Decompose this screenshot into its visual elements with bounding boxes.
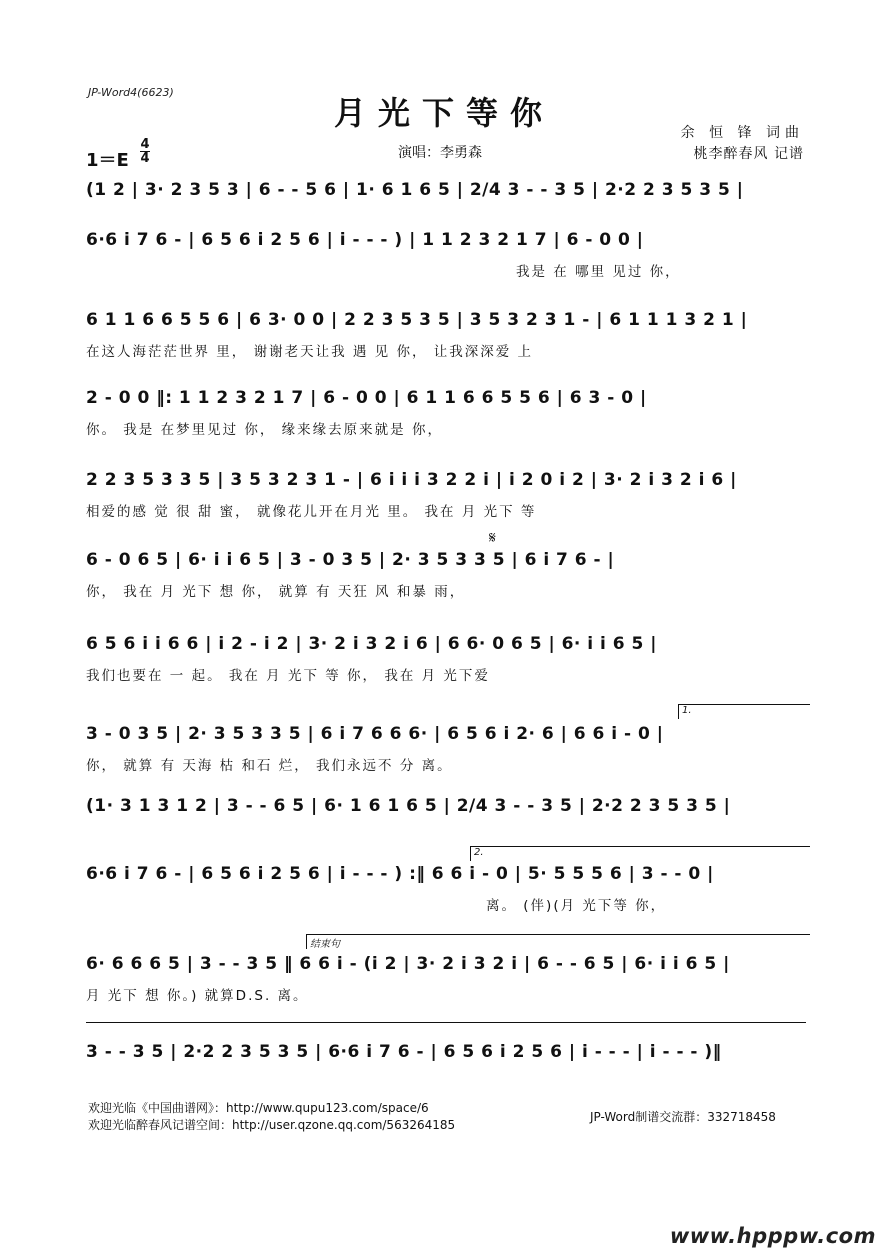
notation-line: 6 - 0 6 5 | 6· i i 6 5 | 3 - 0 3 5 | 2· 3 5 3 3 5 | 6 i 7 6 - |	[86, 550, 615, 570]
notation-line: 6 1 1 6 6 5 5 6 | 6 3· 0 0 | 2 2 3 5 3 5 | 3 5 3 2 3 1 - | 6 1 1 1 3 2 1 |	[86, 310, 748, 330]
volta-second-ending: 2.	[470, 846, 810, 861]
lyric-line: 你， 就算 有 天海 枯 和石 烂， 我们永远不 分 离。	[86, 758, 453, 774]
software-label: JP-Word4(6623)	[88, 86, 174, 99]
lyric-line: 月 光下 想 你。) 就算D.S. 离。	[86, 988, 309, 1004]
footer-link-2: 欢迎光临醉春风记谱空间：http://user.qzone.qq.com/563264185	[88, 1118, 456, 1132]
lyric-line: 相爱的感 觉 很 甜 蜜， 就像花儿开在月光 里。 我在 月 光下 等	[86, 504, 537, 520]
system-rule	[86, 1022, 806, 1023]
footer-link-1: 欢迎光临《中国曲谱网》：http://www.qupu123.com/space/6	[88, 1101, 429, 1115]
time-signature-bottom: 4	[140, 151, 150, 166]
song-title: 月光下等你	[333, 94, 554, 132]
lyric-line: 我们也要在 一 起。 我在 月 光下 等 你， 我在 月 光下爱	[86, 668, 490, 684]
notation-line: 3 - 0 3 5 | 2· 3 5 3 3 5 | 6 i 7 6 6 6· | 6 5 6 i 2· 6 | 6 6 i - 0 |	[86, 724, 664, 744]
singer-credit: 演唱：李勇森	[398, 145, 482, 161]
notation-line: 6· 6 6 6 5 | 3 - - 3 5 ‖ 6 6 i - (i 2 | 3· 2 i 3 2 i | 6 - - 6 5 | 6· i i 6 5 |	[86, 954, 730, 974]
lyric-line: 你， 我在 月 光下 想 你， 就算 有 天狂 风 和暴 雨，	[86, 584, 466, 600]
composer-credit: 余 恒 锋 词曲	[680, 125, 804, 141]
notation-line: (1· 3 1 3 1 2 | 3 - - 6 5 | 6· 1 6 1 6 5 | 2/4 3 - - 3 5 | 2·2 2 3 5 3 5 |	[86, 796, 731, 816]
lyric-line: 我是 在 哪里 见过 你，	[516, 264, 681, 280]
volta-first-ending: 1.	[678, 704, 810, 719]
transcriber-credit: 桃李醉春风 记谱	[693, 146, 804, 162]
notation-line: 6 5 6 i i 6 6 | i 2 - i 2 | 3· 2 i 3 2 i 6 | 6 6· 0 6 5 | 6· i i 6 5 |	[86, 634, 657, 654]
coda-bracket: 结束句	[306, 934, 810, 949]
footer-links	[88, 1100, 455, 1134]
notation-line: 2 2 3 5 3 3 5 | 3 5 3 2 3 1 - | 6 i i i 3 2 2 i | i 2 0 i 2 | 3· 2 i 3 2 i 6 |	[86, 470, 737, 490]
lyric-line: 在这人海茫茫世界 里， 谢谢老天让我 遇 见 你， 让我深深爱 上	[86, 344, 534, 360]
notation-line: 3 - - 3 5 | 2·2 2 3 5 3 5 | 6·6 i 7 6 - | 6 5 6 i 2 5 6 | i - - - | i - - - )‖	[86, 1042, 722, 1062]
notation-line: (1 2 | 3· 2 3 5 3 | 6 - - 5 6 | 1· 6 1 6 5 | 2/4 3 - - 3 5 | 2·2 2 3 5 3 5 |	[86, 180, 744, 200]
notation-line: 6·6 i 7 6 - | 6 5 6 i 2 5 6 | i - - - ) | 1 1 2 3 2 1 7 | 6 - 0 0 |	[86, 230, 644, 250]
lyric-line: 你。 我是 在梦里见过 你， 缘来缘去原来就是 你，	[86, 422, 443, 438]
segno-sign: 𝄋	[489, 528, 496, 547]
footer-group: JP-Word制谱交流群：332718458	[590, 1110, 776, 1124]
time-signature-top: 4	[140, 137, 150, 152]
lyric-line: 离。 (伴)(月 光下等 你，	[486, 898, 667, 914]
key-signature: 1＝E	[86, 150, 129, 171]
time-signature	[140, 138, 150, 165]
notation-line: 2 - 0 0 ‖: 1 1 2 3 2 1 7 | 6 - 0 0 | 6 1 1 6 6 5 5 6 | 6 3 - 0 |	[86, 388, 647, 408]
watermark-text: www.hpppw.com	[669, 1224, 876, 1248]
notation-line: 6·6 i 7 6 - | 6 5 6 i 2 5 6 | i - - - ) :‖ 6 6 i - 0 | 5· 5 5 5 6 | 3 - - 0 |	[86, 864, 714, 884]
